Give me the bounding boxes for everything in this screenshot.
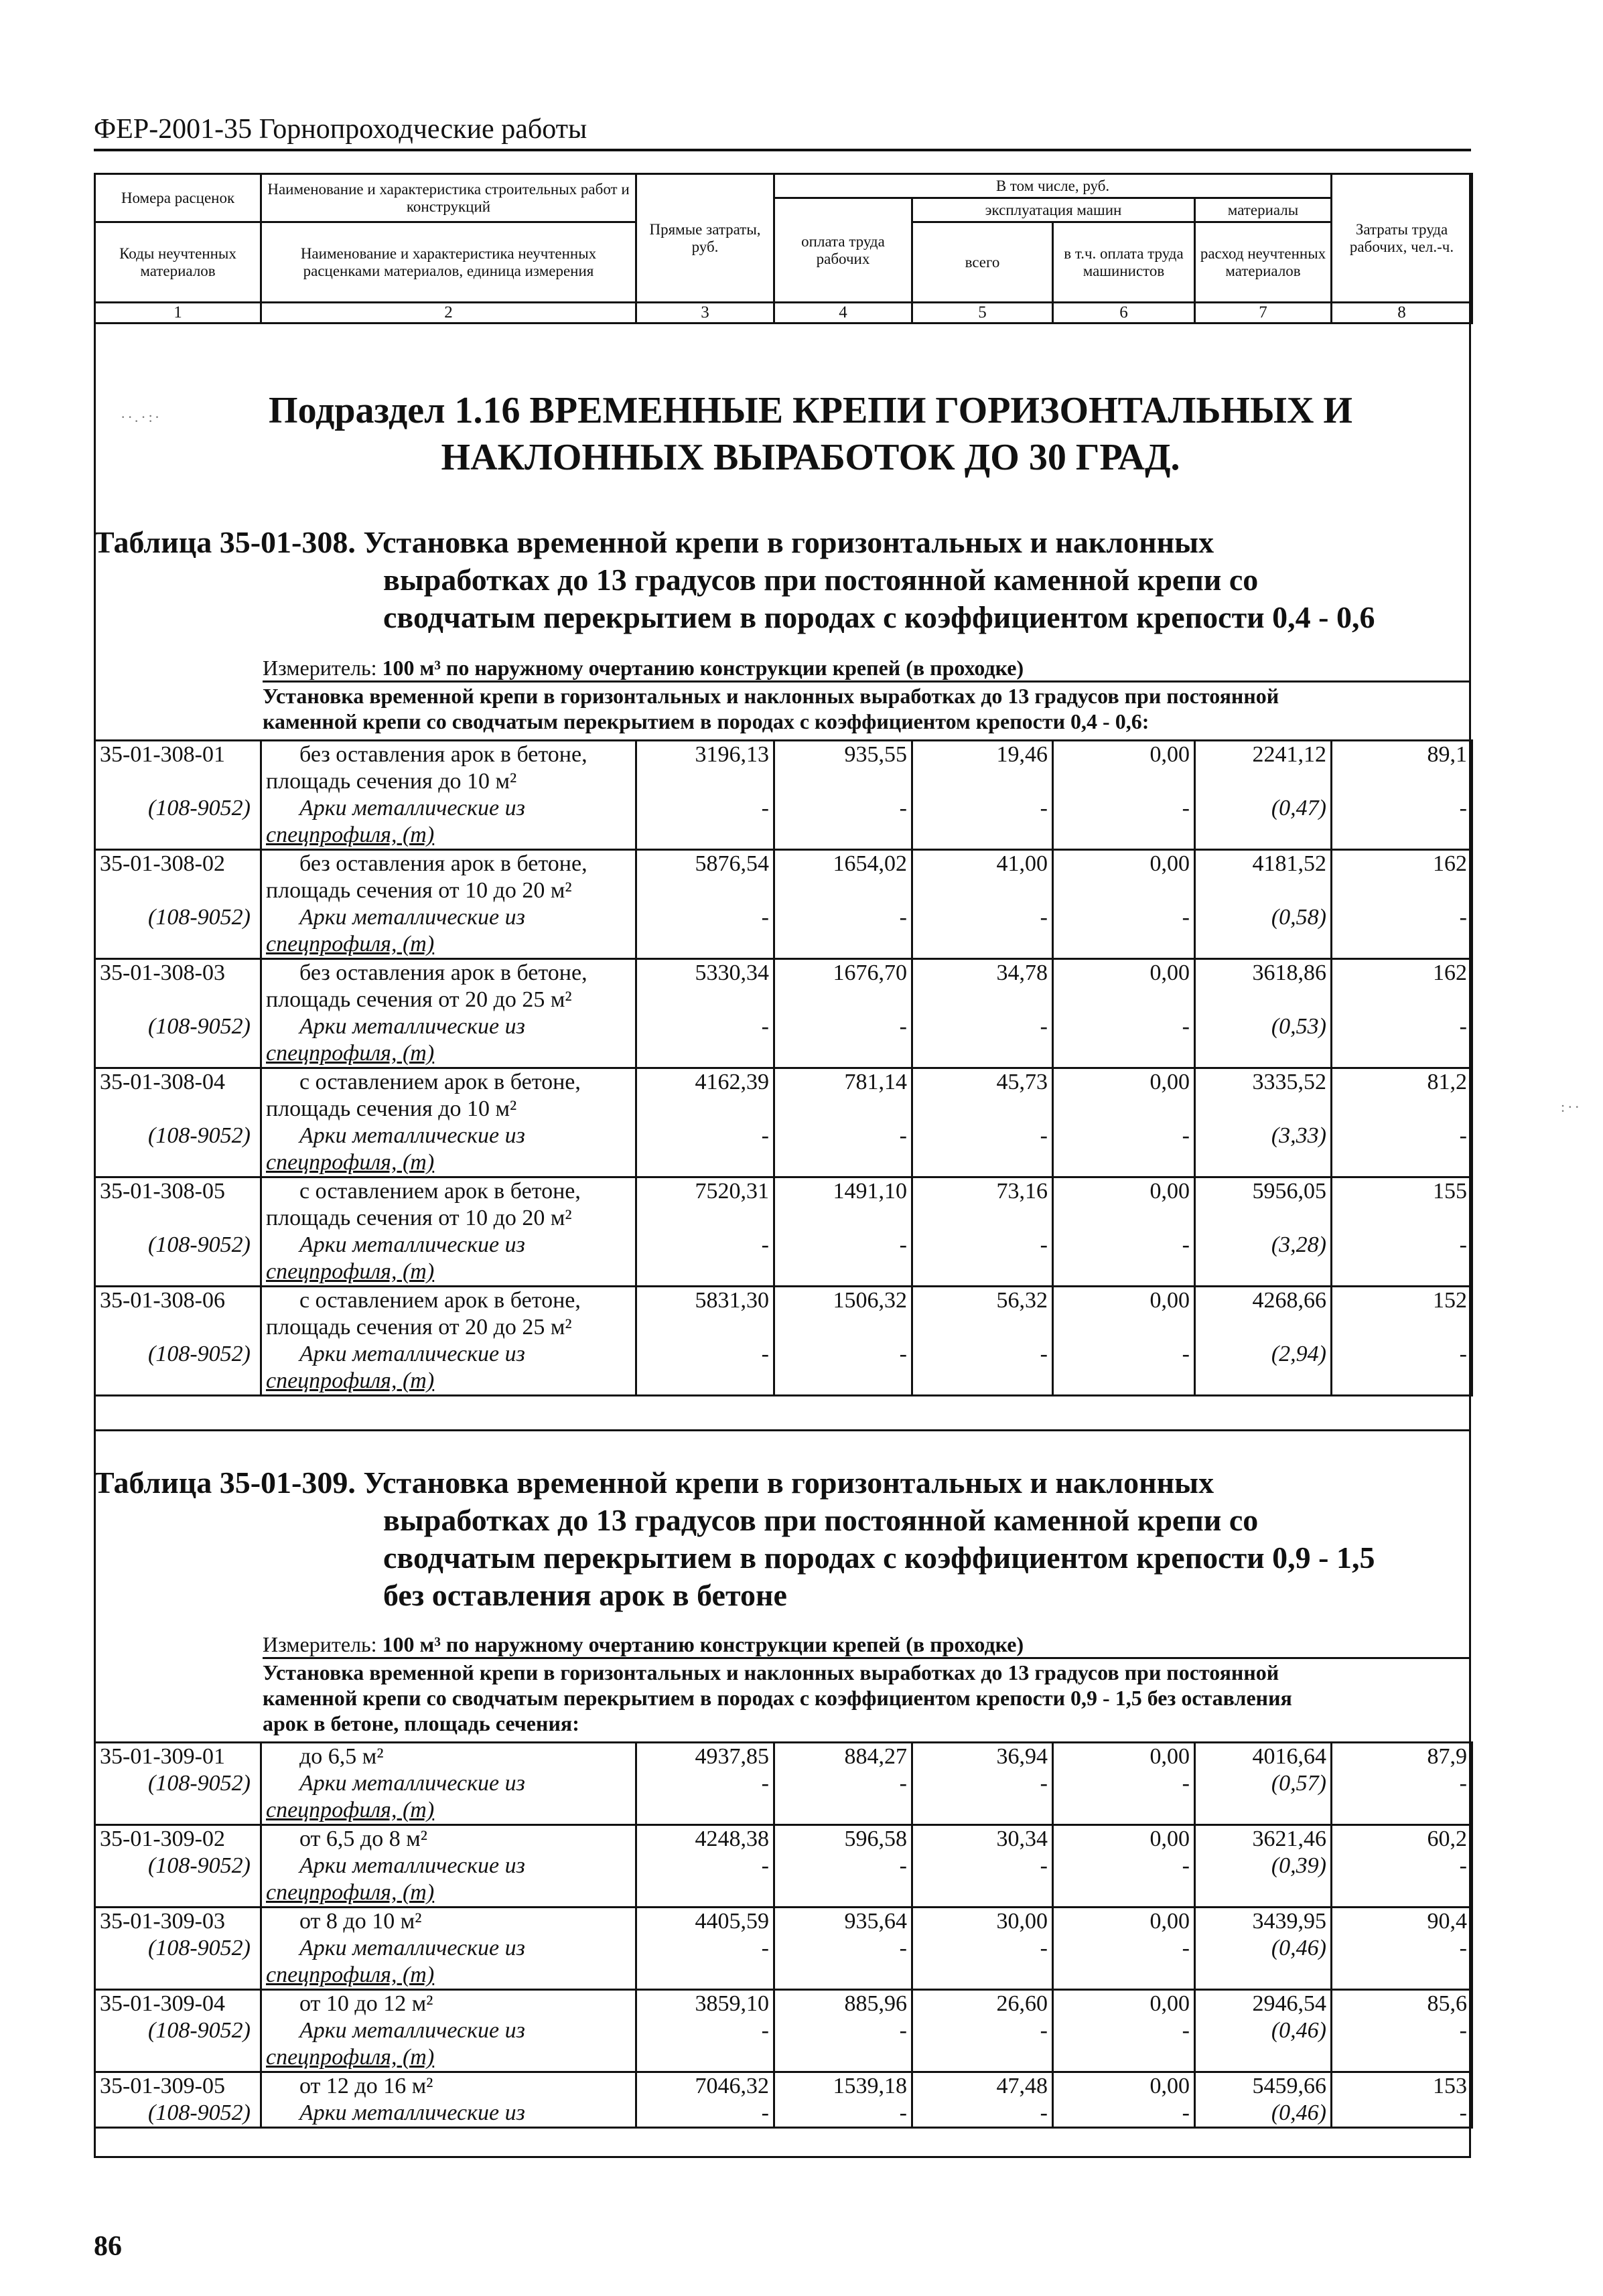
- material-code: (108-9052): [95, 1013, 261, 1068]
- direct-costs-value: 5330,34: [636, 959, 774, 1014]
- material-row: [95, 1935, 1472, 1990]
- material-description-line: Арки металлические из: [299, 1123, 525, 1148]
- material-code: (108-9052): [95, 1853, 261, 1908]
- workers-pay-value: 1506,32: [774, 1287, 912, 1342]
- material-description-line: Арки металлические из: [299, 796, 525, 820]
- group-heading-line: Установка временной крепи в горизонтальных и наклонных выработках до 13 градусов при постоянной: [263, 1660, 1279, 1684]
- rate-code: 35-01-308-05: [95, 1177, 261, 1232]
- work-description: [261, 1068, 636, 1123]
- operators-pay-value: 0,00: [1053, 1990, 1195, 2018]
- materials-value: 4268,66: [1195, 1287, 1332, 1342]
- measure-description: по наружному очертанию конструкции крепей (в проходке): [445, 656, 1024, 680]
- header-operators-pay: в т.ч. оплата труда машинистов: [1053, 222, 1195, 303]
- workers-pay-value: -: [774, 2100, 912, 2128]
- header-rate-numbers: Номера расценок: [95, 174, 261, 222]
- labor-value: -: [1332, 1770, 1472, 1825]
- direct-costs-value: -: [636, 1770, 774, 1825]
- material-description-line: Арки металлические из: [299, 1853, 525, 1878]
- table-row: [95, 1743, 1472, 1771]
- machines-total-value: -: [912, 1341, 1053, 1396]
- material-description-line: Арки металлические из: [299, 1771, 525, 1796]
- work-description-line: от 8 до 10 м²: [299, 1909, 422, 1934]
- header-labor: Затраты труда рабочих, чел.-ч.: [1332, 174, 1472, 303]
- workers-pay-value: -: [774, 795, 912, 850]
- material-description-line: спецпрофиля, (т): [266, 1041, 435, 1066]
- direct-costs-value: -: [636, 1853, 774, 1908]
- workers-pay-value: -: [774, 1123, 912, 1177]
- header-workers-pay: оплата труда рабочих: [774, 198, 912, 303]
- machines-total-value: -: [912, 2100, 1053, 2128]
- work-description-line: без оставления арок в бетоне,: [299, 742, 587, 767]
- direct-costs-value: 3859,10: [636, 1990, 774, 2018]
- material-row: [95, 1232, 1472, 1287]
- material-description-line: спецпрофиля, (т): [266, 1259, 435, 1284]
- labor-value: 60,2: [1332, 1825, 1472, 1853]
- rate-code: 35-01-309-03: [95, 1908, 261, 1936]
- operators-pay-value: -: [1053, 1341, 1195, 1396]
- material-consumption-value: (0,57): [1195, 1770, 1332, 1825]
- material-description-line: спецпрофиля, (т): [266, 1150, 435, 1175]
- material-consumption-value: (0,47): [1195, 795, 1332, 850]
- machines-total-value: 47,48: [912, 2072, 1053, 2100]
- materials-value: 3618,86: [1195, 959, 1332, 1014]
- measure-label: Измеритель:: [263, 656, 377, 680]
- table-row: [95, 2072, 1472, 2100]
- material-description: [261, 1013, 636, 1068]
- workers-pay-value: 1491,10: [774, 1177, 912, 1232]
- operators-pay-value: -: [1053, 1770, 1195, 1825]
- measure-description: по наружному очертанию конструкции крепей (в проходке): [445, 1632, 1024, 1656]
- work-description-line: без оставления арок в бетоне,: [299, 851, 587, 876]
- table-row: [95, 1177, 1472, 1232]
- table-row: [95, 1990, 1472, 2018]
- material-consumption-value: (3,28): [1195, 1232, 1332, 1287]
- material-consumption-value: (3,33): [1195, 1123, 1332, 1177]
- machines-total-value: 30,00: [912, 1908, 1053, 1936]
- machines-total-value: -: [912, 1853, 1053, 1908]
- direct-costs-value: -: [636, 1935, 774, 1990]
- rate-code: 35-01-309-05: [95, 2072, 261, 2100]
- materials-value: 4181,52: [1195, 850, 1332, 905]
- rate-code: 35-01-309-04: [95, 1990, 261, 2018]
- operators-pay-value: -: [1053, 904, 1195, 959]
- table-row: [95, 850, 1472, 905]
- labor-value: 162: [1332, 850, 1472, 905]
- material-row: [95, 2100, 1472, 2128]
- workers-pay-value: 885,96: [774, 1990, 912, 2018]
- material-description: [261, 2100, 636, 2128]
- operators-pay-value: -: [1053, 1935, 1195, 1990]
- material-description-line: Арки металлические из: [299, 1014, 525, 1039]
- material-description-line: спецпрофиля, (т): [266, 1962, 435, 1987]
- operators-pay-value: -: [1053, 1853, 1195, 1908]
- header-machine-ops: эксплуатация машин: [912, 198, 1195, 222]
- work-description-line: от 10 до 12 м²: [299, 1991, 433, 2016]
- operators-pay-value: -: [1053, 795, 1195, 850]
- table-title-line: без оставления арок в бетоне: [383, 1578, 787, 1612]
- col-number: 4: [774, 303, 912, 324]
- col-number: 1: [95, 303, 261, 324]
- material-row: [95, 904, 1472, 959]
- material-description: [261, 1853, 636, 1908]
- direct-costs-value: 5876,54: [636, 850, 774, 905]
- labor-value: -: [1332, 904, 1472, 959]
- material-consumption-value: (2,94): [1195, 1341, 1332, 1396]
- work-description-line: площадь сечения от 10 до 20 м²: [266, 878, 572, 903]
- material-row: [95, 2017, 1472, 2072]
- col-number: 5: [912, 303, 1053, 324]
- work-description-line: до 6,5 м²: [299, 1744, 384, 1769]
- col-number: 8: [1332, 303, 1472, 324]
- header-machines-total: всего: [912, 222, 1053, 303]
- section-title-line: Подраздел 1.16 ВРЕМЕННЫЕ КРЕПИ ГОРИЗОНТАЛЬНЫХ И: [269, 390, 1352, 431]
- machines-total-value: 36,94: [912, 1743, 1053, 1771]
- group-heading-line: каменной крепи со сводчатым перекрытием в породах с коэффициентом крепости 0,9 - 1,5 без оставления: [263, 1686, 1292, 1710]
- work-description: [261, 850, 636, 905]
- operators-pay-value: 0,00: [1053, 2072, 1195, 2100]
- labor-value: -: [1332, 1232, 1472, 1287]
- col-number: 6: [1053, 303, 1195, 324]
- operators-pay-value: 0,00: [1053, 850, 1195, 905]
- group-heading-line: Установка временной крепи в горизонтальных и наклонных выработках до 13 градусов при постоянной: [263, 684, 1279, 708]
- machines-total-value: 45,73: [912, 1068, 1053, 1123]
- work-description: [261, 1825, 636, 1853]
- labor-value: -: [1332, 1935, 1472, 1990]
- table-title-line: сводчатым перекрытием в породах с коэффициентом крепости 0,4 - 0,6: [383, 600, 1375, 634]
- labor-value: 153: [1332, 2072, 1472, 2100]
- table-title-line: Таблица 35-01-308. Установка временной крепи в горизонтальных и наклонных: [94, 525, 1214, 559]
- direct-costs-value: 4248,38: [636, 1825, 774, 1853]
- labor-value: 152: [1332, 1287, 1472, 1342]
- group-heading-line: арок в бетоне, площадь сечения:: [263, 1711, 579, 1735]
- rate-code: 35-01-308-02: [95, 850, 261, 905]
- work-description: [261, 2072, 636, 2100]
- material-description: [261, 1770, 636, 1825]
- direct-costs-value: -: [636, 1013, 774, 1068]
- table-title-line: сводчатым перекрытием в породах с коэффициентом крепости 0,9 - 1,5: [383, 1540, 1375, 1575]
- operators-pay-value: 0,00: [1053, 1743, 1195, 1771]
- work-description-line: без оставления арок в бетоне,: [299, 960, 587, 985]
- rate-code: 35-01-308-03: [95, 959, 261, 1014]
- workers-pay-value: 596,58: [774, 1825, 912, 1853]
- material-description-line: спецпрофиля, (т): [266, 1880, 435, 1905]
- labor-value: 81,2: [1332, 1068, 1472, 1123]
- material-code: (108-9052): [95, 1232, 261, 1287]
- work-description: [261, 1990, 636, 2018]
- labor-value: -: [1332, 1853, 1472, 1908]
- labor-value: 90,4: [1332, 1908, 1472, 1936]
- table-309-measure: [263, 1632, 1024, 1657]
- material-code: (108-9052): [95, 2100, 261, 2128]
- material-consumption-value: (0,46): [1195, 2100, 1332, 2128]
- materials-value: 3439,95: [1195, 1908, 1332, 1936]
- rate-code: 35-01-309-02: [95, 1825, 261, 1853]
- direct-costs-value: 7520,31: [636, 1177, 774, 1232]
- material-code: (108-9052): [95, 1935, 261, 1990]
- work-description-line: площадь сечения до 10 м²: [266, 1096, 517, 1121]
- material-description: [261, 795, 636, 850]
- table-title-line: выработках до 13 градусов при постоянной каменной крепи со: [383, 1503, 1259, 1537]
- table-308-group-heading: [263, 683, 1442, 734]
- work-description-line: площадь сечения до 10 м²: [266, 769, 517, 794]
- direct-costs-value: 4162,39: [636, 1068, 774, 1123]
- workers-pay-value: 884,27: [774, 1743, 912, 1771]
- material-description-line: Арки металлические из: [299, 905, 525, 930]
- table-308-rows: [94, 739, 1473, 1396]
- machines-total-value: -: [912, 1232, 1053, 1287]
- material-row: [95, 1013, 1472, 1068]
- materials-value: 5956,05: [1195, 1177, 1332, 1232]
- material-description-line: Арки металлические из: [299, 1232, 525, 1257]
- work-description: [261, 1908, 636, 1936]
- scan-artifact: ·∙.·:∙: [121, 409, 162, 425]
- direct-costs-value: -: [636, 1232, 774, 1287]
- material-code: (108-9052): [95, 2017, 261, 2072]
- table-309-group-heading: [263, 1660, 1442, 1736]
- workers-pay-value: -: [774, 1935, 912, 1990]
- machines-total-value: 30,34: [912, 1825, 1053, 1853]
- header-direct-costs: Прямые затраты, руб.: [636, 174, 774, 303]
- column-header-table: [94, 173, 1473, 324]
- material-consumption-value: (0,46): [1195, 1935, 1332, 1990]
- labor-value: -: [1332, 795, 1472, 850]
- direct-costs-value: -: [636, 904, 774, 959]
- material-code: (108-9052): [95, 795, 261, 850]
- material-description-line: спецпрофиля, (т): [266, 932, 435, 956]
- labor-value: -: [1332, 1013, 1472, 1068]
- operators-pay-value: -: [1053, 1123, 1195, 1177]
- material-description-line: Арки металлические из: [299, 1936, 525, 1960]
- material-description-line: Арки металлические из: [299, 2018, 525, 2043]
- direct-costs-value: 4937,85: [636, 1743, 774, 1771]
- work-description: [261, 1743, 636, 1771]
- direct-costs-value: 7046,32: [636, 2072, 774, 2100]
- labor-value: -: [1332, 1341, 1472, 1396]
- work-description: [261, 959, 636, 1014]
- labor-value: 162: [1332, 959, 1472, 1014]
- material-description: [261, 2017, 636, 2072]
- direct-costs-value: -: [636, 1123, 774, 1177]
- machines-total-value: -: [912, 1123, 1053, 1177]
- material-consumption-value: (0,58): [1195, 904, 1332, 959]
- workers-pay-value: -: [774, 1232, 912, 1287]
- machines-total-value: 56,32: [912, 1287, 1053, 1342]
- work-description-line: с оставлением арок в бетоне,: [299, 1288, 581, 1313]
- materials-value: 2241,12: [1195, 741, 1332, 796]
- machines-total-value: -: [912, 1770, 1053, 1825]
- table-title-line: выработках до 13 градусов при постоянной каменной крепи со: [383, 563, 1259, 597]
- operators-pay-value: 0,00: [1053, 1908, 1195, 1936]
- workers-pay-value: 935,55: [774, 741, 912, 796]
- direct-costs-value: -: [636, 2100, 774, 2128]
- divider: [263, 1657, 1471, 1659]
- material-description-line: спецпрофиля, (т): [266, 1368, 435, 1393]
- header-work-name: Наименование и характеристика строительных работ и конструкций: [261, 174, 636, 222]
- labor-value: 85,6: [1332, 1990, 1472, 2018]
- workers-pay-value: -: [774, 1770, 912, 1825]
- divider: [94, 1429, 1471, 1431]
- machines-total-value: -: [912, 1935, 1053, 1990]
- work-description: [261, 1177, 636, 1232]
- material-description: [261, 1123, 636, 1177]
- table-row: [95, 741, 1472, 796]
- running-header: ФЕР-2001-35 Горнопроходческие работы: [94, 113, 1471, 151]
- material-description-line: Арки металлические из: [299, 1342, 525, 1366]
- col-number: 2: [261, 303, 636, 324]
- workers-pay-value: 1654,02: [774, 850, 912, 905]
- operators-pay-value: -: [1053, 1232, 1195, 1287]
- material-description: [261, 1232, 636, 1287]
- direct-costs-value: -: [636, 1341, 774, 1396]
- table-row: [95, 1068, 1472, 1123]
- section-title-line: НАКЛОННЫХ ВЫРАБОТОК ДО 30 ГРАД.: [441, 437, 1180, 478]
- table-title-line: Таблица 35-01-309. Установка временной крепи в горизонтальных и наклонных: [94, 1465, 1214, 1500]
- material-description-line: Арки металлические из: [299, 2100, 525, 2125]
- header-material-codes: Коды неучтенных материалов: [95, 222, 261, 303]
- material-consumption-value: (0,39): [1195, 1853, 1332, 1908]
- table-row: [95, 959, 1472, 1014]
- machines-total-value: 41,00: [912, 850, 1053, 905]
- machines-total-value: 73,16: [912, 1177, 1053, 1232]
- work-description-line: площадь сечения от 20 до 25 м²: [266, 1315, 572, 1340]
- labor-value: 87,9: [1332, 1743, 1472, 1771]
- material-row: [95, 1123, 1472, 1177]
- material-row: [95, 1853, 1472, 1908]
- operators-pay-value: 0,00: [1053, 1825, 1195, 1853]
- material-description: [261, 1341, 636, 1396]
- work-description: [261, 1287, 636, 1342]
- col-number: 7: [1195, 303, 1332, 324]
- rate-code: 35-01-308-01: [95, 741, 261, 796]
- machines-total-value: -: [912, 904, 1053, 959]
- measure-value: 100 м³: [382, 1632, 441, 1656]
- operators-pay-value: -: [1053, 1013, 1195, 1068]
- workers-pay-value: -: [774, 1853, 912, 1908]
- table-308-measure: [263, 655, 1024, 680]
- materials-value: 3335,52: [1195, 1068, 1332, 1123]
- direct-costs-value: 5831,30: [636, 1287, 774, 1342]
- table-row: [95, 1908, 1472, 1936]
- direct-costs-value: -: [636, 795, 774, 850]
- machines-total-value: 26,60: [912, 1990, 1053, 2018]
- labor-value: -: [1332, 2100, 1472, 2128]
- work-description-line: от 12 до 16 м²: [299, 2074, 433, 2098]
- measure-value: 100 м³: [382, 656, 441, 680]
- machines-total-value: -: [912, 795, 1053, 850]
- workers-pay-value: 1676,70: [774, 959, 912, 1014]
- material-row: [95, 1770, 1472, 1825]
- col-number: 3: [636, 303, 774, 324]
- measure-label: Измеритель:: [263, 1632, 377, 1656]
- material-consumption-value: (0,53): [1195, 1013, 1332, 1068]
- operators-pay-value: -: [1053, 2100, 1195, 2128]
- operators-pay-value: 0,00: [1053, 1287, 1195, 1342]
- divider: [263, 680, 1471, 683]
- rate-code: 35-01-308-06: [95, 1287, 261, 1342]
- work-description-line: с оставлением арок в бетоне,: [299, 1179, 581, 1204]
- operators-pay-value: 0,00: [1053, 741, 1195, 796]
- table-row: [95, 1287, 1472, 1342]
- header-materials-unaccounted: расход неучтенных материалов: [1195, 222, 1332, 303]
- group-heading-line: каменной крепи со сводчатым перекрытием в породах с коэффициентом крепости 0,4 - 0,6:: [263, 709, 1149, 733]
- materials-value: 5459,66: [1195, 2072, 1332, 2100]
- operators-pay-value: 0,00: [1053, 959, 1195, 1014]
- table-309-title: [94, 1464, 1471, 1614]
- material-description: [261, 1935, 636, 1990]
- labor-value: -: [1332, 1123, 1472, 1177]
- machines-total-value: 34,78: [912, 959, 1053, 1014]
- labor-value: 89,1: [1332, 741, 1472, 796]
- work-description-line: площадь сечения от 10 до 20 м²: [266, 1206, 572, 1230]
- operators-pay-value: 0,00: [1053, 1177, 1195, 1232]
- labor-value: -: [1332, 2017, 1472, 2072]
- header-materials: материалы: [1195, 198, 1332, 222]
- material-code: (108-9052): [95, 1123, 261, 1177]
- material-description-line: спецпрофиля, (т): [266, 2045, 435, 2070]
- header-material-names: Наименование и характеристика неучтенных расценками материалов, единица измерения: [261, 222, 636, 303]
- material-row: [95, 1341, 1472, 1396]
- machines-total-value: 19,46: [912, 741, 1053, 796]
- operators-pay-value: -: [1053, 2017, 1195, 2072]
- header-including: В том числе, руб.: [774, 174, 1332, 198]
- workers-pay-value: 935,64: [774, 1908, 912, 1936]
- work-description-line: площадь сечения от 20 до 25 м²: [266, 987, 572, 1012]
- material-code: (108-9052): [95, 1341, 261, 1396]
- scan-artifact: :·∙: [1561, 1098, 1582, 1115]
- workers-pay-value: -: [774, 1341, 912, 1396]
- material-code: (108-9052): [95, 1770, 261, 1825]
- direct-costs-value: 3196,13: [636, 741, 774, 796]
- table-309-rows: [94, 1741, 1473, 2129]
- direct-costs-value: 4405,59: [636, 1908, 774, 1936]
- workers-pay-value: -: [774, 2017, 912, 2072]
- material-description: [261, 904, 636, 959]
- page-number: 86: [94, 2231, 122, 2262]
- materials-value: 3621,46: [1195, 1825, 1332, 1853]
- section-title: [214, 387, 1407, 481]
- rate-code: 35-01-309-01: [95, 1743, 261, 1771]
- work-description-line: с оставлением арок в бетоне,: [299, 1070, 581, 1094]
- machines-total-value: -: [912, 2017, 1053, 2072]
- work-description: [261, 741, 636, 796]
- labor-value: 155: [1332, 1177, 1472, 1232]
- table-row: [95, 1825, 1472, 1853]
- table-308-title: [94, 524, 1471, 636]
- workers-pay-value: 1539,18: [774, 2072, 912, 2100]
- machines-total-value: -: [912, 1013, 1053, 1068]
- materials-value: 2946,54: [1195, 1990, 1332, 2018]
- materials-value: 4016,64: [1195, 1743, 1332, 1771]
- workers-pay-value: 781,14: [774, 1068, 912, 1123]
- material-row: [95, 795, 1472, 850]
- direct-costs-value: -: [636, 2017, 774, 2072]
- workers-pay-value: -: [774, 904, 912, 959]
- material-code: (108-9052): [95, 904, 261, 959]
- material-description-line: спецпрофиля, (т): [266, 1798, 435, 1822]
- material-description-line: спецпрофиля, (т): [266, 822, 435, 847]
- workers-pay-value: -: [774, 1013, 912, 1068]
- work-description-line: от 6,5 до 8 м²: [299, 1826, 427, 1851]
- rate-code: 35-01-308-04: [95, 1068, 261, 1123]
- material-consumption-value: (0,46): [1195, 2017, 1332, 2072]
- operators-pay-value: 0,00: [1053, 1068, 1195, 1123]
